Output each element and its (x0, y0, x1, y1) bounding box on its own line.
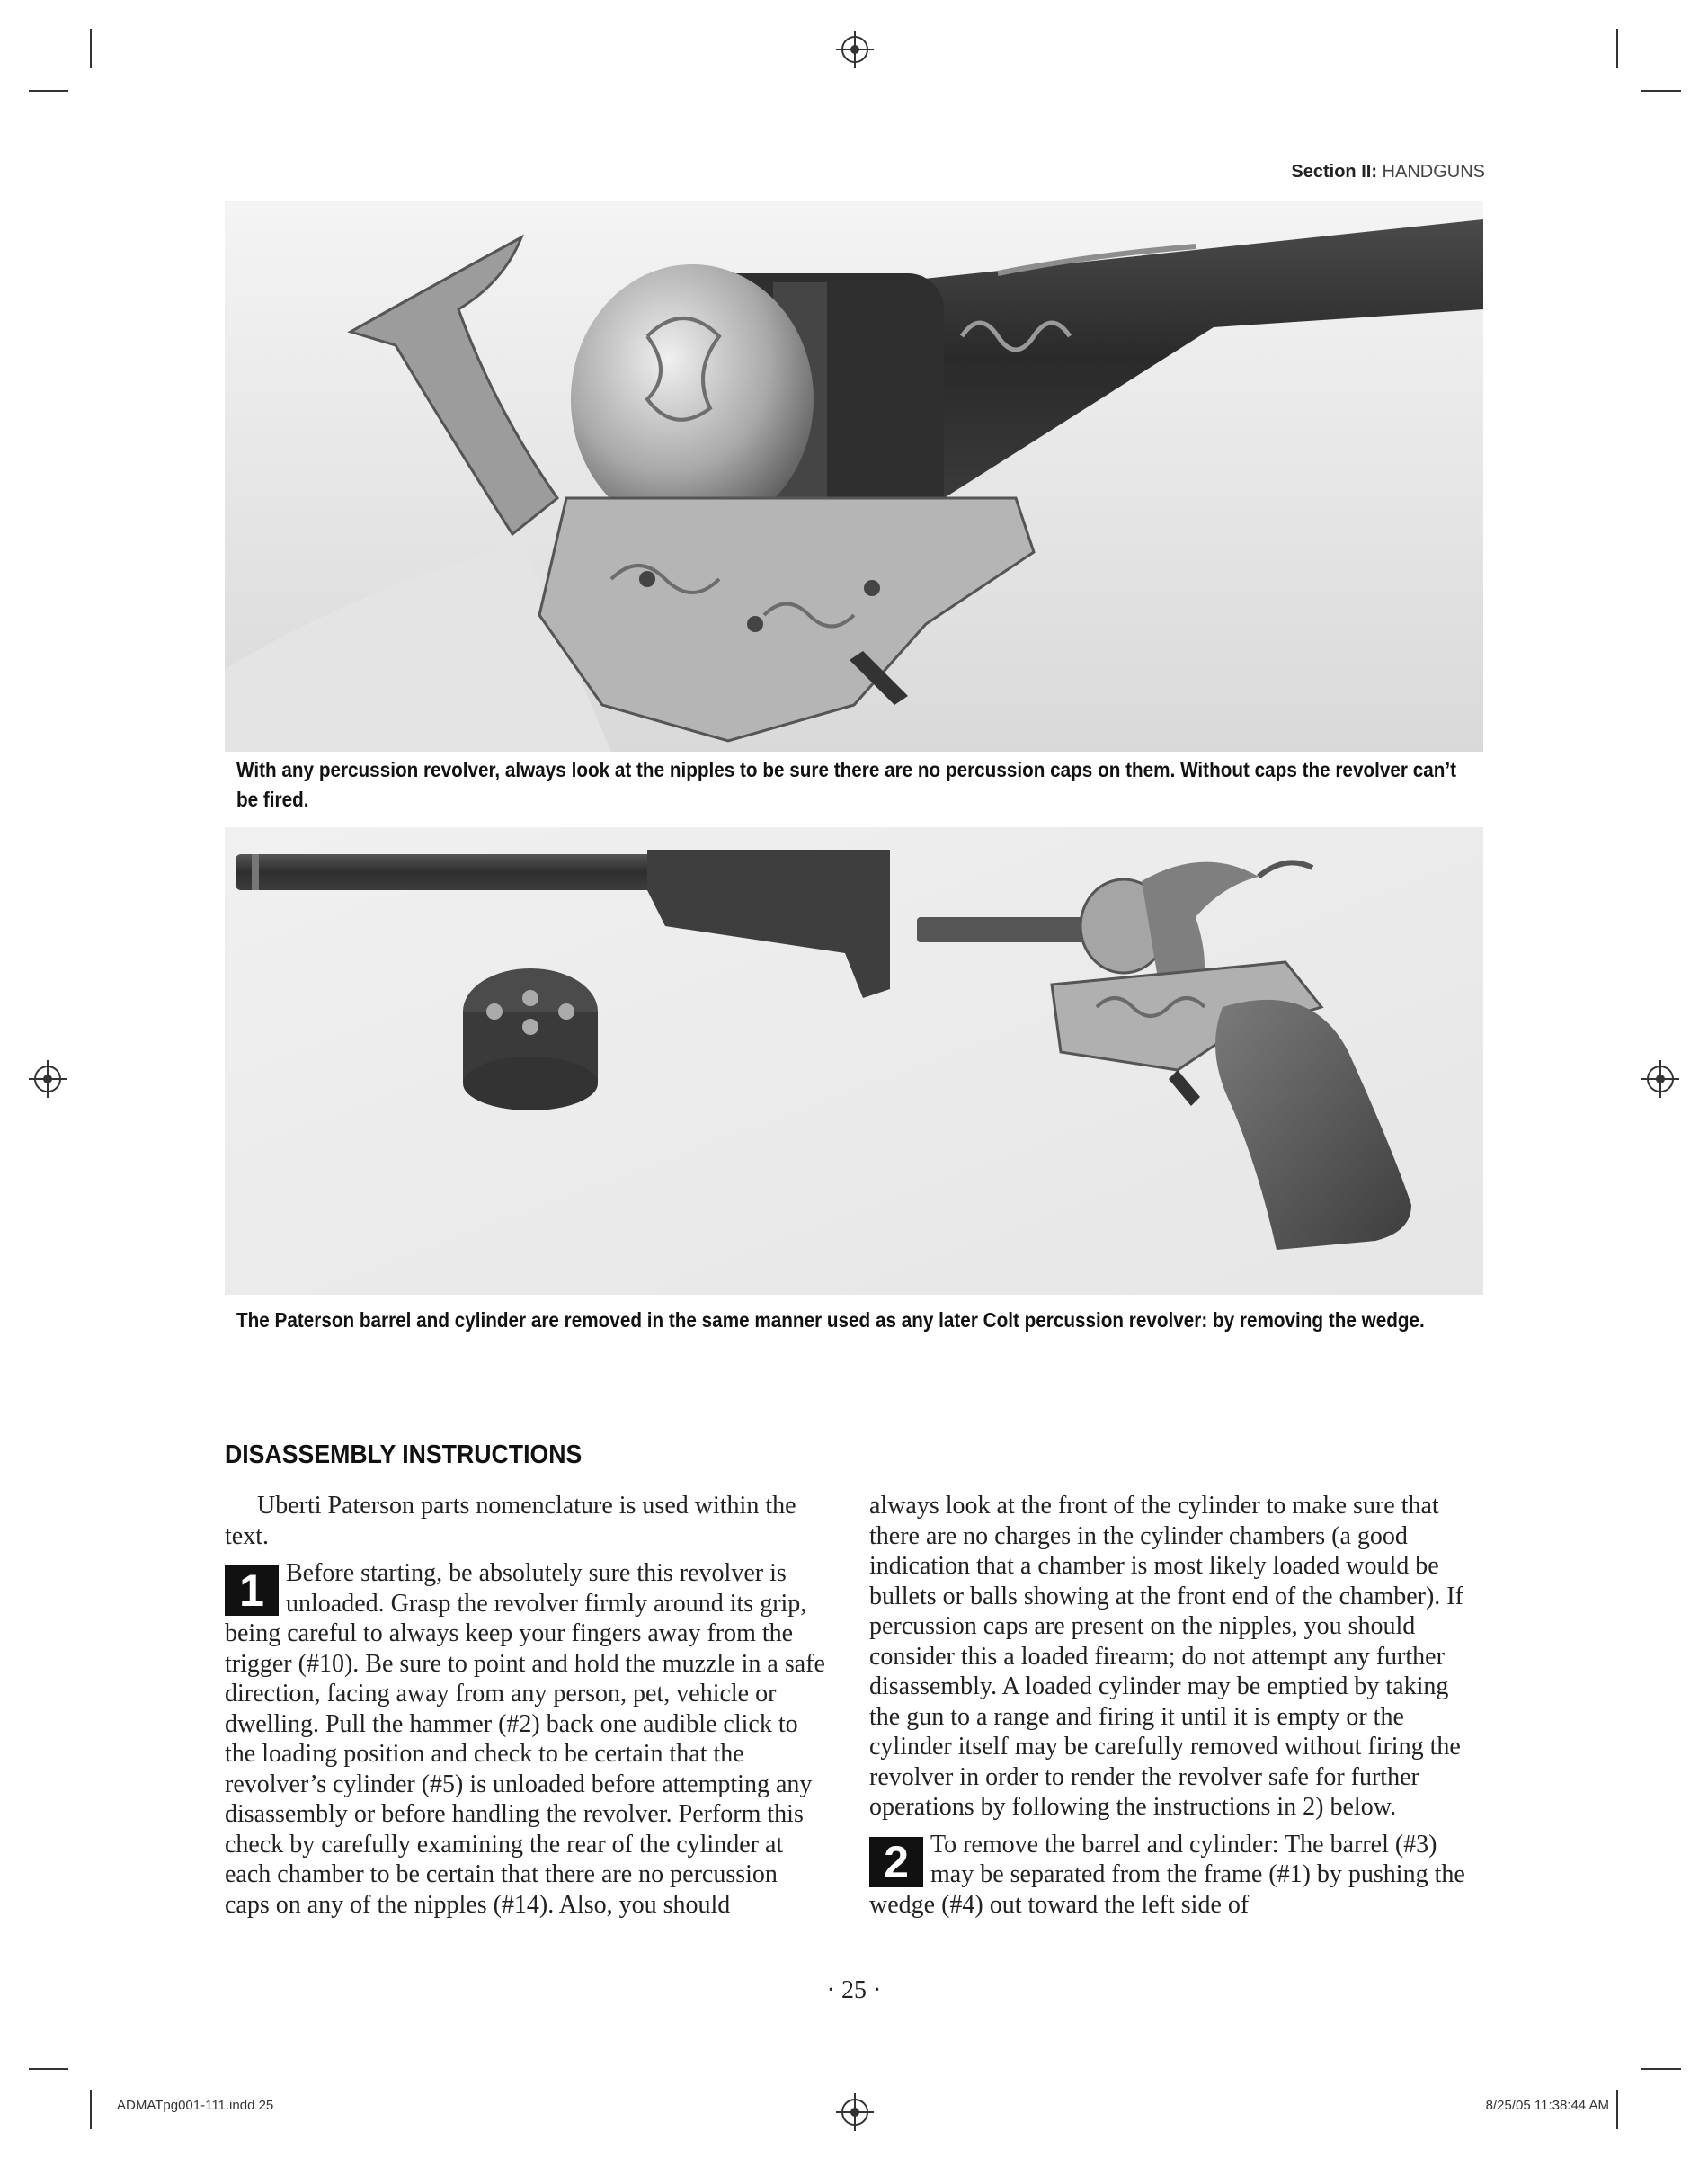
revolver-closeup-photo (225, 201, 1483, 752)
crop-mark (90, 29, 92, 68)
registration-mark-icon (1647, 1066, 1674, 1092)
continued-paragraph: always look at the front of the cylinder to make sure that there are no charges in the cylinder chambers (a good indication that a chamber is most likely loaded would be bullets or balls showing at the front end of the chamber). If percussion caps are present on the nipples, you should consider this a loaded firearm; do not attempt any further disassembly. A loaded cylinder may be emptied by taking the gun to a range and firing it until it is empty or the cylinder itself may be carefully removed without firing the revolver in order to render the revolver safe for further operations by following the instructions in 2) below. (869, 1492, 1463, 1821)
crop-mark (90, 2090, 92, 2129)
photo1-caption: With any percussion revolver, always look at the nipples to be sure there are no percussion caps on them. Without caps the revolver can’t be fired. (236, 758, 1457, 811)
registration-mark-icon (841, 36, 868, 63)
step-2-paragraph (869, 1830, 1472, 1921)
crop-mark (1641, 90, 1681, 92)
registration-mark-icon (34, 1066, 61, 1092)
step-1-paragraph (225, 1558, 827, 1920)
crop-mark (29, 2068, 68, 2070)
crop-mark (29, 90, 68, 92)
right-column (869, 1491, 1472, 1920)
crop-mark (1641, 2068, 1681, 2070)
page-number: · 25 · (826, 1976, 882, 2004)
date-slug: 8/25/05 11:38:44 AM (1485, 2098, 1609, 2113)
intro-paragraph: Uberti Paterson parts nomenclature is used within the text. (225, 1492, 796, 1550)
step-2-number: 2 (869, 1837, 923, 1887)
left-column (225, 1491, 827, 1920)
photo2-caption: The Paterson barrel and cylinder are removed in the same manner used as any later Colt percussion revolver: by removing the wedge. (236, 1308, 1425, 1332)
running-head (1291, 162, 1485, 183)
step-2-text: To remove the barrel and cylinder: The barrel (#3) may be separated from the frame (#1) by pushing the wedge (#4) out toward the left side of (869, 1830, 1465, 1919)
crop-mark (1616, 29, 1618, 68)
section-name: HANDGUNS (1382, 162, 1485, 182)
step-1-number: 1 (225, 1565, 279, 1616)
registration-mark-icon (841, 2099, 868, 2126)
section-label: Section II: (1291, 162, 1377, 182)
step-1-text: Before starting, be absolutely sure this revolver is unloaded. Grasp the revolver firmly around its grip, being careful to always keep your fingers away from the trigger (#10). Be sure to point and hold the muzzle in a safe direction, facing away from any person, pet, vehicle or dwelling. Pull the hammer (#2) back one audible click to the loading position and check to be certain that the revolver’s cylinder (#5) is unloaded before attempting any disassembly or before handling the revolver. Perform this check by carefully examining the rear of the cylinder at each chamber to be certain that there are no percussion caps on any of the nipples (#14). Also, you should (225, 1559, 825, 1919)
crop-mark (1616, 2090, 1618, 2129)
section-heading: DISASSEMBLY INSTRUCTIONS (225, 1440, 583, 1469)
disassembled-revolver-photo (225, 827, 1483, 1295)
file-slug: ADMATpg001-111.indd 25 (117, 2098, 274, 2113)
